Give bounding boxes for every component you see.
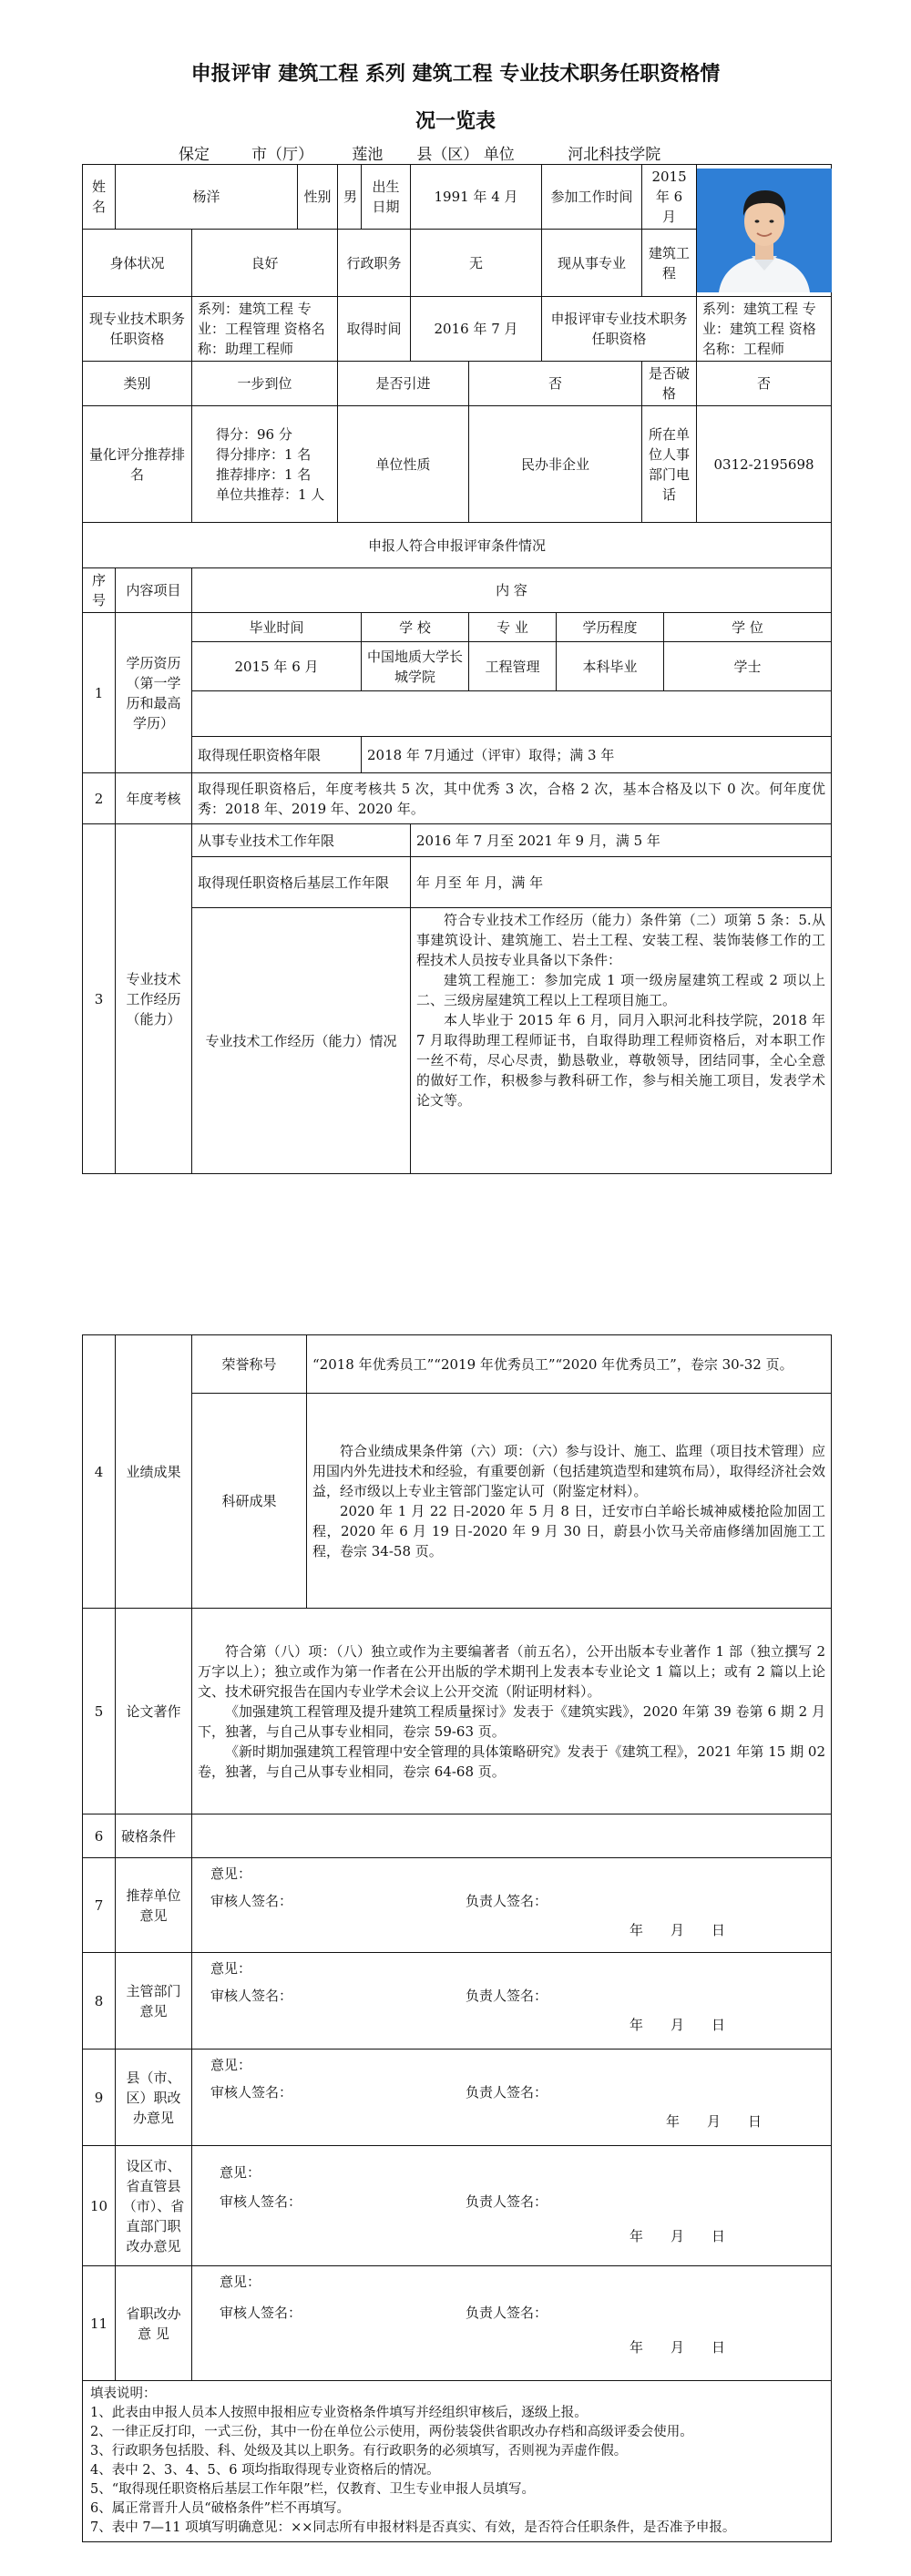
phone-value[interactable]: 0312-2195698 — [697, 406, 832, 523]
experience-p2: 建筑工程施工：参加完成 1 项一级房屋建筑工程或 2 项以上二、三级房屋建筑工程以上工程项目施工。 — [416, 972, 826, 1008]
city-field[interactable]: 保定 — [137, 141, 251, 165]
opinion-10-reviewer: 审核人签名： — [220, 2193, 302, 2210]
opinion-7-month: 月 — [670, 1922, 685, 1938]
opinion-11-leader: 负责人签名： — [466, 2305, 548, 2321]
breakthrough-label: 是否破格 — [642, 362, 697, 406]
avatar-photo-icon — [697, 169, 832, 292]
edu-years-label: 取得现任职资格年限 — [192, 737, 362, 773]
annual-value[interactable]: 取得现任职资格后，年度考核共 5 次，其中优秀 3 次，合格 2 次，基本合格及以下 0 次。何年度优秀：2018 年、2019 年、2020 年。 — [192, 773, 832, 824]
opinion-10-year: 年 — [630, 2228, 644, 2244]
note-line: 2、一律正反打印，一式三份，其中一份在单位公示使用，两份装袋供省职改办存档和高级评委会使用。 — [90, 2425, 693, 2439]
edu-degree-header: 学 位 — [664, 613, 832, 642]
edu-school-value[interactable]: 中国地质大学长城学院 — [362, 642, 469, 691]
score-label: 量化评分推荐排名 — [83, 406, 192, 523]
experience-p3: 本人毕业于 2015 年 6 月，同月入职河北科技学院，2018 年 7 月取得助理工程师证书，自取得助理工程师资格后，对本职工作一丝不苟，尽心尽责，勤恳敬业，尊敬领导，团结同事，全心全意的做好工作，积极参与教科研工作，参与相关施工项目，发表学术论文等。 — [416, 1012, 826, 1109]
annual-item: 年度考核 — [116, 773, 192, 824]
admin-label: 行政职务 — [338, 230, 411, 297]
gender-value[interactable]: 男 — [338, 165, 362, 230]
opinion-7-day: 日 — [711, 1922, 726, 1938]
paper-p3: 《新时期加强建筑工程管理中安全管理的具体策略研究》发表于《建筑工程》，2021 年第 15 期 02 卷，独著，与自己从事专业相同，卷宗 64-68 页。 — [198, 1743, 825, 1780]
edu-major-header: 专 业 — [469, 613, 557, 642]
opinion-9-leader: 负责人签名： — [466, 2084, 548, 2101]
opinion-10-month: 月 — [670, 2228, 685, 2244]
recommend-rank: 推荐排序：1 名 — [216, 465, 312, 483]
current-title-value[interactable]: 系列：建筑工程 专业：工程管理 资格名称：助理工程师 — [192, 297, 338, 362]
score-value[interactable] — [192, 406, 338, 523]
opinion-8-box[interactable] — [192, 1953, 832, 2050]
opinion-11-reviewer: 审核人签名： — [220, 2305, 302, 2321]
opinion-11-year: 年 — [630, 2339, 644, 2356]
opinion-8-day: 日 — [711, 2017, 726, 2033]
achievement-no: 4 — [83, 1335, 116, 1609]
category-label: 类别 — [83, 362, 192, 406]
major-label: 现从事专业 — [542, 230, 642, 297]
edu-level-header: 学历程度 — [557, 613, 664, 642]
fill-instructions — [83, 2381, 832, 2542]
opinion-8-no: 8 — [83, 1953, 116, 2050]
health-label: 身体状况 — [83, 230, 192, 297]
opinion-8-leader: 负责人签名： — [466, 1988, 548, 2004]
opinion-7-leader: 负责人签名： — [466, 1893, 548, 1909]
score-points: 得分：96 分 — [216, 425, 292, 443]
note-line: 5、“取得现任职资格后基层工作年限”栏，仅教育、卫生专业申报人员填写。 — [90, 2482, 536, 2497]
current-title-label: 现专业技术职务任职资格 — [83, 297, 192, 362]
col-content-header: 内 容 — [192, 568, 832, 613]
opinion-9-item: 县（市、区）职改办意见 — [116, 2050, 192, 2146]
opinion-9-opinion: 意见： — [210, 2057, 252, 2073]
edu-blank-row[interactable] — [192, 691, 832, 737]
obtain-value[interactable]: 2016 年 7 月 — [411, 297, 542, 362]
col-item-header: 内容项目 — [116, 568, 192, 613]
opinion-7-opinion: 意见： — [210, 1866, 252, 1882]
opinion-11-opinion: 意见： — [220, 2274, 261, 2290]
paper-item: 论文著作 — [116, 1609, 192, 1814]
opinion-7-year: 年 — [630, 1922, 644, 1938]
unit-field[interactable]: 河北科技学院 — [519, 141, 709, 165]
gender-label: 性别 — [298, 165, 338, 230]
experience-desc-value[interactable] — [411, 908, 832, 1174]
experience-desc-label: 专业技术工作经历（能力）情况 — [192, 908, 411, 1174]
opinion-9-year: 年 — [666, 2113, 681, 2130]
introduce-value[interactable]: 否 — [469, 362, 642, 406]
score-rank: 得分排序：1 名 — [216, 445, 312, 463]
applicant-photo — [697, 165, 832, 297]
edu-years-value[interactable]: 2018 年 7月通过（评审）取得；满 3 年 — [362, 737, 832, 773]
opinion-8-opinion: 意见： — [210, 1960, 252, 1977]
edu-time-value[interactable]: 2015 年 6 月 — [192, 642, 362, 691]
opinion-9-no: 9 — [83, 2050, 116, 2146]
annual-no: 2 — [83, 773, 116, 824]
unit-nature-label: 单位性质 — [338, 406, 469, 523]
honor-value[interactable]: “2018 年优秀员工”“2019 年优秀员工”“2020 年优秀员工”，卷宗 30-32 页。 — [307, 1335, 832, 1394]
opinion-7-no: 7 — [83, 1858, 116, 1953]
opinion-8-item: 主管部门意见 — [116, 1953, 192, 2050]
opinion-7-reviewer: 审核人签名： — [210, 1893, 293, 1909]
county-suffix: 县（区） — [416, 146, 479, 164]
page-subtitle: 况一览表 — [415, 110, 496, 133]
note-line: 4、表中 2、3、4、5、6 项均指取得现专业资格后的情况。 — [90, 2463, 440, 2478]
opinion-8-reviewer: 审核人签名： — [210, 1988, 293, 2004]
name-label: 姓名 — [83, 165, 116, 230]
note-line: 7、表中 7—11 项填写明确意见：××同志所有申报材料是否真实、有效，是否符合任职条件，是否准予申报。 — [90, 2520, 736, 2535]
experience-years-label: 从事专业技术工作年限 — [192, 824, 411, 857]
note-line: 6、属正常晋升人员“破格条件”栏不再填写。 — [90, 2501, 351, 2516]
opinion-11-item: 省职改办意 见 — [116, 2266, 192, 2381]
honor-label: 荣誉称号 — [192, 1335, 307, 1394]
edu-time-header: 毕业时间 — [192, 613, 362, 642]
paper-value[interactable] — [192, 1609, 832, 1814]
apply-title-value[interactable]: 系列：建筑工程 专业：建筑工程 资格名称：工程师 — [697, 297, 832, 362]
opinion-10-day: 日 — [711, 2228, 726, 2244]
introduce-label: 是否引进 — [338, 362, 469, 406]
county-field[interactable]: 莲池 — [318, 141, 416, 165]
edu-item: 学历资历（第一学历和最高学历） — [116, 613, 192, 773]
phone-label: 所在单位人事部门电话 — [642, 406, 697, 523]
research-label: 科研成果 — [192, 1394, 307, 1609]
edu-degree-value[interactable]: 学士 — [664, 642, 832, 691]
opinion-10-no: 10 — [83, 2146, 116, 2266]
opinion-9-day: 日 — [748, 2113, 763, 2130]
paper-p1: 符合第（八）项：（八）独立或作为主要编著者（前五名），公开出版本专业著作 1 部（独立撰写 2 万字以上）；独立或作为第一作者在公开出版的学术期刊上发表本专业论文 1 篇以上；或有 2 篇以上论文、技术研究报告在国内专业学术会议上公开交流（附证明材料）。 — [198, 1642, 825, 1700]
experience-years-value[interactable]: 2016 年 7 月至 2021 年 9 月，满 5 年 — [411, 824, 832, 857]
paper-no: 5 — [83, 1609, 116, 1814]
opinion-10-opinion: 意见： — [220, 2164, 261, 2181]
unit-total: 单位共推荐：1 人 — [216, 486, 325, 503]
page-title: 申报评审 建筑工程 系列 建筑工程 专业技术职务任职资格情 — [190, 63, 721, 86]
city-suffix: 市（厅） — [251, 146, 313, 164]
opinion-11-no: 11 — [83, 2266, 116, 2381]
note-line: 1、此表由申报人员本人按照申报相应专业资格条件填写并经组织审核后，逐级上报。 — [90, 2406, 588, 2420]
conditions-header: 申报人符合申报评审条件情况 — [83, 523, 832, 568]
breaking-value[interactable] — [192, 1814, 832, 1858]
edu-no: 1 — [83, 613, 116, 773]
apply-title-label: 申报评审专业技术职务任职资格 — [542, 297, 697, 362]
edu-school-header: 学 校 — [362, 613, 469, 642]
opinion-8-month: 月 — [670, 2017, 685, 2033]
birth-label: 出生日期 — [362, 165, 411, 230]
obtain-label: 取得时间 — [338, 297, 411, 362]
opinion-9-box[interactable] — [192, 2050, 832, 2146]
opinion-11-month: 月 — [670, 2339, 685, 2356]
unit-label: 单位 — [483, 146, 515, 164]
opinion-7-box[interactable] — [192, 1858, 832, 1953]
achievement-item: 业绩成果 — [116, 1335, 192, 1609]
note-line: 3、行政职务包括股、科、处级及其以上职务。有行政职务的必须填写，否则视为弄虚作假。 — [90, 2444, 628, 2458]
name-value[interactable]: 杨洋 — [116, 165, 298, 230]
opinion-10-leader: 负责人签名： — [466, 2193, 548, 2210]
qualification-table-page2 — [82, 1334, 832, 2542]
breaking-no: 6 — [83, 1814, 116, 1858]
base-years-label: 取得现任职资格后基层工作年限 — [192, 857, 411, 908]
breakthrough-value[interactable]: 否 — [697, 362, 832, 406]
breaking-item: 破格条件 — [116, 1814, 192, 1858]
experience-p1: 符合专业技术工作经历（能力）条件第（二）项第 5 条：5.从事建筑设计、建筑施工、岩土工程、安装工程、装饰装修工作的工程技术人员按专业具备以下条件： — [416, 912, 826, 968]
opinion-8-year: 年 — [630, 2017, 644, 2033]
experience-item: 专业技术工作经历（能力） — [116, 824, 192, 1174]
base-years-value[interactable]: 年 月至 年 月，满 年 — [411, 857, 832, 908]
health-value[interactable]: 良好 — [192, 230, 338, 297]
work-start-value[interactable]: 2015 年 6 月 — [642, 165, 697, 230]
edu-major-value[interactable]: 工程管理 — [469, 642, 557, 691]
opinion-7-item: 推荐单位意见 — [116, 1858, 192, 1953]
research-p1: 符合业绩成果条件第（六）项：（六）参与设计、施工、监理（项目技术管理）应用国内外先进技术和经验，有重要创新（包括建筑造型和建筑布局），取得经济社会效益，经市级以上专业主管部门鉴定认可（附鉴定材料）。 — [312, 1442, 825, 1499]
work-start-label: 参加工作时间 — [542, 165, 642, 230]
note-line: 填表说明： — [90, 2387, 157, 2401]
paper-p2: 《加强建筑工程管理及提升建筑工程质量探讨》发表于《建筑实践》，2020 年第 39 卷第 6 期 2 月下，独著，与自己从事专业相同，卷宗 59-63 页。 — [198, 1702, 825, 1740]
opinion-11-box[interactable] — [192, 2266, 832, 2381]
opinion-11-day: 日 — [711, 2339, 726, 2356]
birth-value[interactable]: 1991 年 4 月 — [411, 165, 542, 230]
edu-level-value[interactable]: 本科毕业 — [557, 642, 664, 691]
col-no-header: 序号 — [83, 568, 116, 613]
admin-value[interactable]: 无 — [411, 230, 542, 297]
research-p2: 2020 年 1 月 22 日-2020 年 5 月 8 日，迁安市白羊峪长城神威楼抢险加固工程，2020 年 6 月 19 日-2020 年 9 月 30 日，蔚县小饮马关帝庙修缮加固施工工程，卷宗 34-58 页。 — [312, 1502, 825, 1559]
qualification-table-page1 — [82, 164, 832, 1174]
unit-nature-value[interactable]: 民办非企业 — [469, 406, 642, 523]
major-value[interactable]: 建筑工程 — [642, 230, 697, 297]
opinion-10-item: 设区市、省直管县（市）、省直部门职改办意见 — [116, 2146, 192, 2266]
opinion-10-box[interactable] — [192, 2146, 832, 2266]
category-value[interactable]: 一步到位 — [192, 362, 338, 406]
opinion-9-month: 月 — [707, 2113, 722, 2130]
unit-line — [137, 141, 709, 165]
research-value[interactable] — [307, 1394, 832, 1609]
opinion-9-reviewer: 审核人签名： — [210, 2084, 293, 2101]
experience-no: 3 — [83, 824, 116, 1174]
